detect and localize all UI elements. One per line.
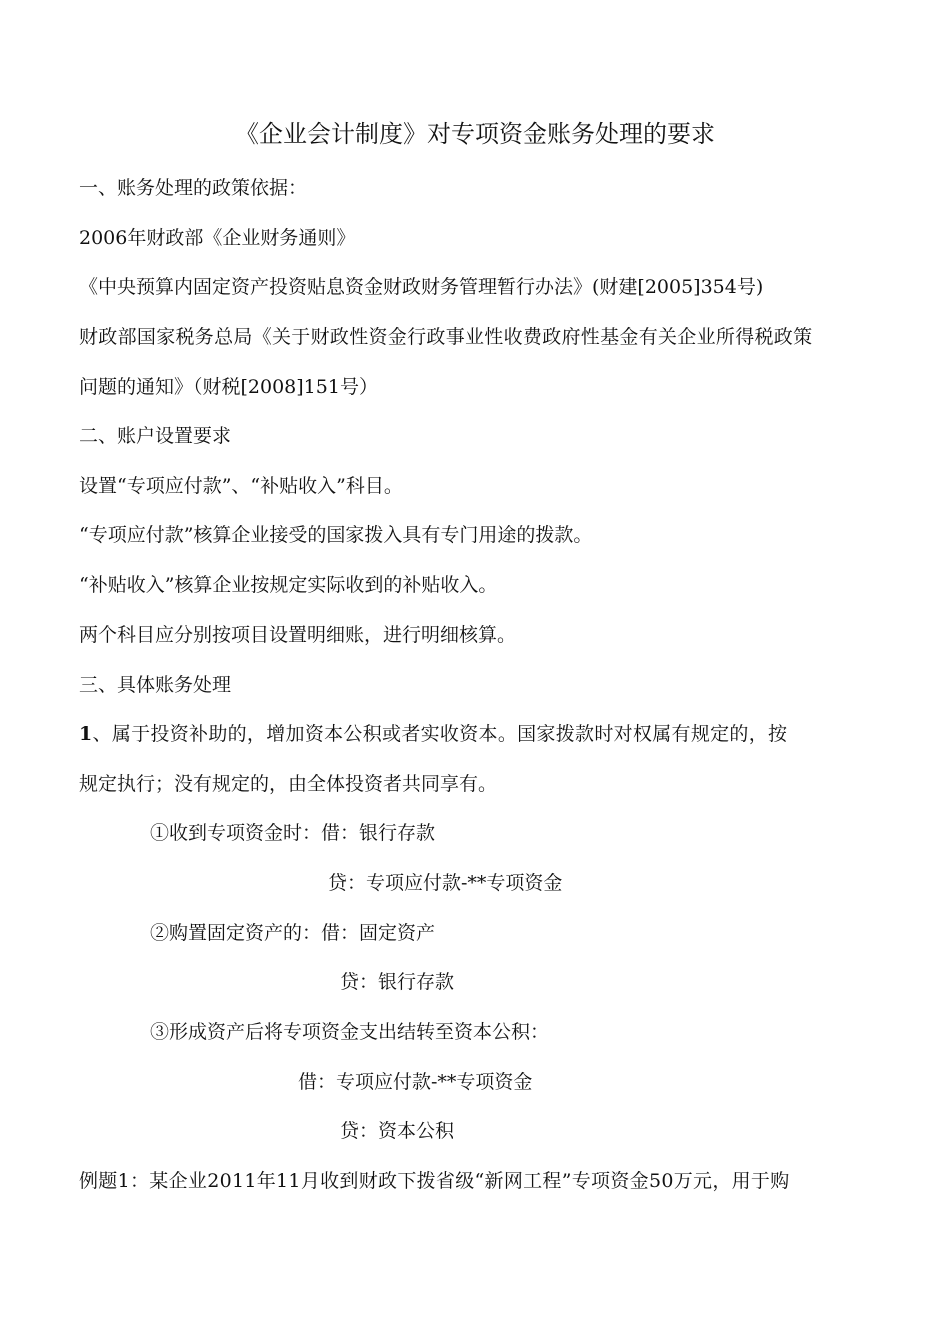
entry3-debit: 借：专项应付款-**专项资金 <box>298 1071 533 1093</box>
entry3-credit: 贷：资本公积 <box>340 1120 455 1142</box>
entry1-credit: 贷：专项应付款-**专项资金 <box>328 872 563 894</box>
section2-item-3: “补贴收入”核算企业按规定实际收到的补贴收入。 <box>79 574 498 596</box>
section3-heading: 三、具体账务处理 <box>79 674 232 696</box>
section3-point1-line1 <box>79 719 787 749</box>
section1-item-2: 《中央预算内固定资产投资贴息资金财政财务管理暂行办法》(财建[2005]354号) <box>79 276 764 298</box>
section2-item-2: “专项应付款”核算企业接受的国家拨入具有专门用途的拨款。 <box>79 524 593 546</box>
section2-heading: 二、账户设置要求 <box>79 425 232 447</box>
entry2-credit: 贷：银行存款 <box>340 971 455 993</box>
entry3-desc: ③形成资产后将专项资金支出结转至资本公积： <box>150 1021 550 1043</box>
point1-text: 、属于投资补助的，增加资本公积或者实收资本。国家拨款时对权属有规定的，按 <box>92 723 788 745</box>
example-1: 例题1：某企业2011年11月收到财政下拨省级“新网工程”专项资金50万元，用于购 <box>79 1170 790 1192</box>
section1-heading: 一、账务处理的政策依据： <box>79 177 308 199</box>
document-title: 《企业会计制度》对专项资金账务处理的要求 <box>235 120 715 148</box>
entry2-debit: ②购置固定资产的：借：固定资产 <box>150 922 436 944</box>
section2-item-4: 两个科目应分别按项目设置明细账，进行明细核算。 <box>79 624 517 646</box>
point-number: 1 <box>79 723 93 745</box>
section1-item-3: 财政部国家税务总局《关于财政性资金行政事业性收费政府性基金有关企业所得税政策 <box>79 326 813 348</box>
section3-point1-line2: 规定执行；没有规定的，由全体投资者共同享有。 <box>79 773 498 795</box>
section1-item-1: 2006年财政部《企业财务通则》 <box>79 227 356 249</box>
section1-item-4: 问题的通知》（财税[2008]151号） <box>79 376 378 398</box>
section2-item-1: 设置“专项应付款”、“补贴收入”科目。 <box>79 475 403 497</box>
entry1-debit: ①收到专项资金时：借：银行存款 <box>150 822 436 844</box>
